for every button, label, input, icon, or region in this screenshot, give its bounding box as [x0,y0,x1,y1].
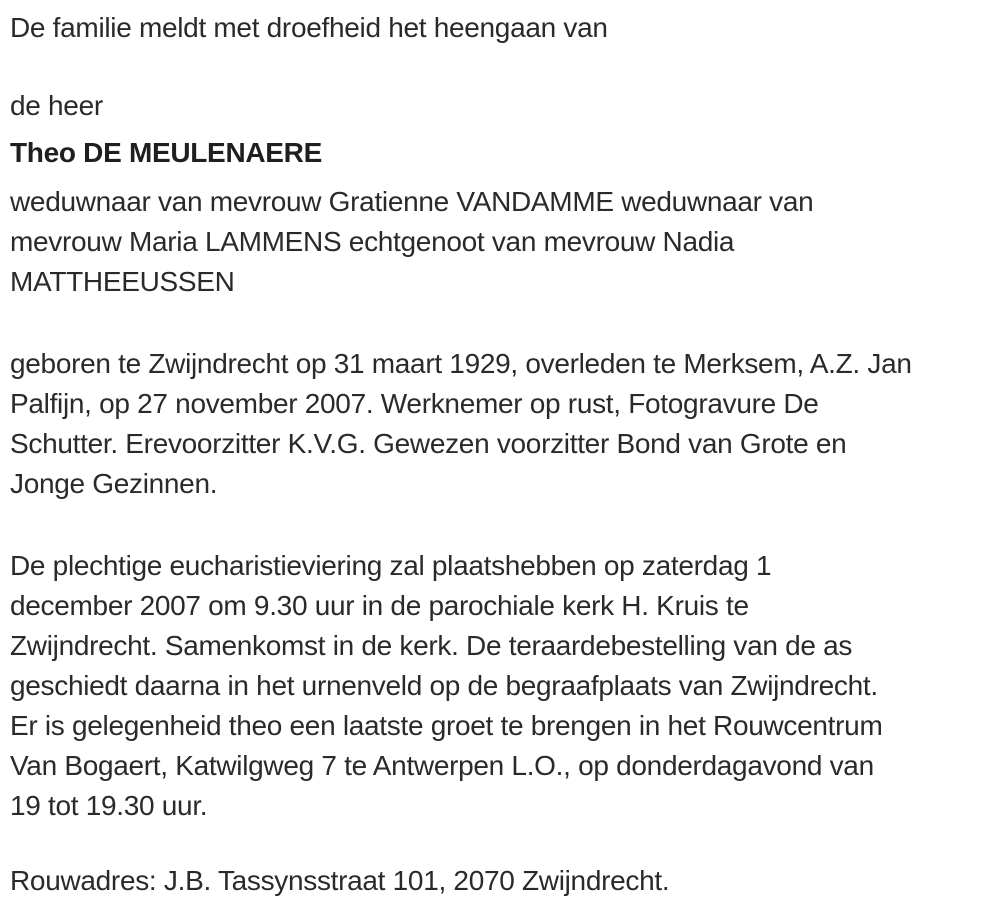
deceased-name-heading [10,133,990,173]
mourning-address-text: Rouwadres: J.B. Tassynsstraat 101, 2070 Zwijndrecht. [10,865,670,896]
ceremony-line: Er is gelegenheid theo een laatste groet te brengen in het Rouwcentrum [10,710,883,741]
life-details-line: Jonge Gezinnen. [10,468,218,499]
ceremony-line: 19 tot 19.30 uur. [10,790,208,821]
life-details-line: Palfijn, op 27 november 2007. Werknemer op rust, Fotogravure De [10,388,819,419]
life-details-line: Schutter. Erevoorzitter K.V.G. Gewezen voorzitter Bond van Grote en [10,428,847,459]
relations-line: weduwnaar van mevrouw Gratienne VANDAMME weduwnaar van [10,186,814,217]
ceremony-line: geschiedt daarna in het urnenveld op de begraafplaats van Zwijndrecht. [10,670,878,701]
intro-text: De familie meldt met droefheid het heengaan van [10,12,608,43]
life-details-line: geboren te Zwijndrecht op 31 maart 1929, overleden te Merksem, A.Z. Jan [10,348,912,379]
deceased-name-text: Theo DE MEULENAERE [10,137,322,168]
ceremony-paragraph [10,546,990,826]
salutation-paragraph [10,86,990,126]
intro-paragraph [10,8,990,48]
ceremony-line: Zwijndrecht. Samenkomst in de kerk. De teraardebestelling van de as [10,630,853,661]
salutation-text: de heer [10,90,103,121]
ceremony-line: De plechtige eucharistieviering zal plaatshebben op zaterdag 1 [10,550,772,581]
relations-paragraph [10,182,990,302]
mourning-address-paragraph [10,861,990,901]
relations-line: mevrouw Maria LAMMENS echtgenoot van mevrouw Nadia [10,226,735,257]
ceremony-line: december 2007 om 9.30 uur in de parochiale kerk H. Kruis te [10,590,749,621]
life-details-paragraph [10,344,990,504]
ceremony-line: Van Bogaert, Katwilgweg 7 te Antwerpen L.O., op donderdagavond van [10,750,874,781]
relations-line: MATTHEEUSSEN [10,266,235,297]
